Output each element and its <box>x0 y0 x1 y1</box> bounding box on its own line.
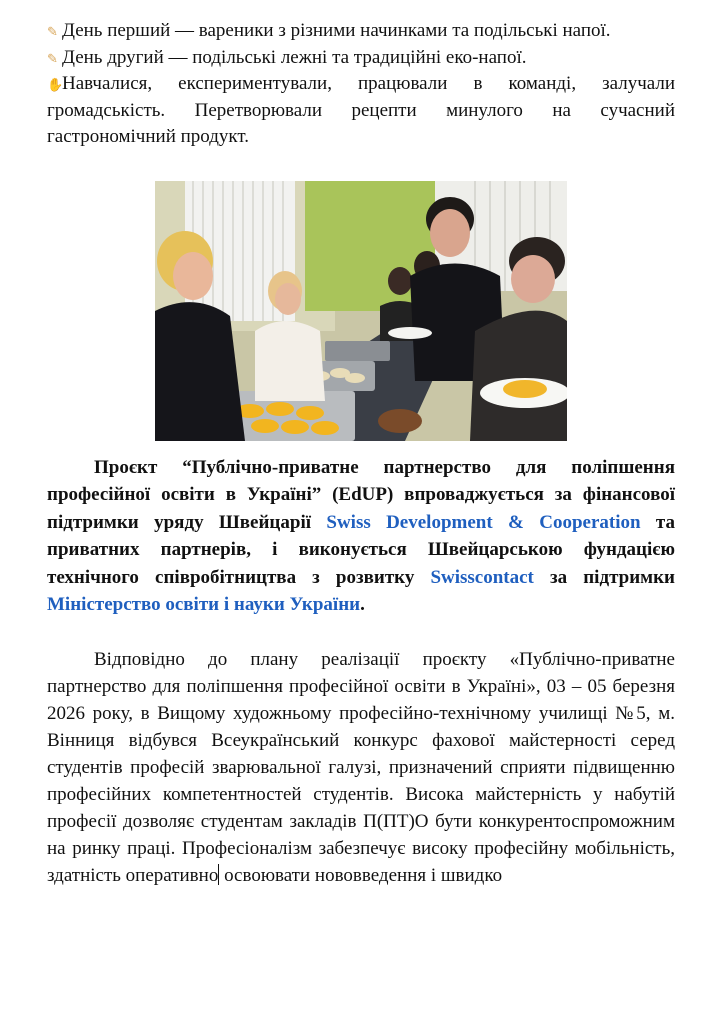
swisscontact-link[interactable]: Swisscontact <box>430 566 534 588</box>
bullet-day-one <box>47 18 675 45</box>
bullet-text: Навчалися, експериментували, працювали в команді, залучали громадськість. Перетворювали рецепти минулого на сучасний гастрономічний продукт. <box>47 73 675 147</box>
body-paragraph[interactable] <box>47 646 675 889</box>
cooking-class-photo <box>155 181 567 441</box>
pencil-icon: ✎ <box>47 50 58 66</box>
swiss-development-link[interactable]: Swiss Development & Cooperation <box>326 511 641 533</box>
bullet-day-two <box>47 45 675 72</box>
paragraph-text: Відповідно до плану реалізації проєкту «Публічно-приватне партнерство для поліпшення професійної освіти в Україні», 03 – 05 березня 2026 року, в Вищому художньому професійно-технічному училищі №5, м. Вінниця відбувся Всеукраїнський конкурс фахової майстерності серед студентів професій зварювальної галузі, призначений сприяти підвищенню професійних компетентностей студентів. Висока майстерність у набутій професії дозволяє студентам закладів П(ПТ)О бути конкурентоспроможним на ринку праці. Професіоналізм забезпечує високу професійну мобільність, здатність оперативно <box>47 648 675 886</box>
project-description <box>47 454 675 619</box>
project-text: за підтримки <box>533 566 675 588</box>
paragraph-text: освоювати нововведення і швидко <box>219 864 503 886</box>
ministry-link[interactable]: Міністерство освіти і науки України <box>47 594 361 615</box>
bullet-summary <box>47 71 675 151</box>
raised-hands-icon: ✋ <box>47 77 64 92</box>
project-text: Проєкт “Публічно-приватне партнерство для поліпшення професійної освіти в Україні” (EdUP) впроваджується за фінансової підтримки уряду Швейцарії <box>47 456 675 533</box>
document-page <box>47 18 675 889</box>
bullet-text: День перший — вареники з різними начинками та подільські напої. <box>62 20 611 41</box>
project-text: та приватних партнерів, і виконується Швейцарською фундацією технічного співробітництва з розвитку <box>47 511 675 588</box>
project-text: . <box>360 594 365 615</box>
pencil-icon: ✎ <box>47 24 58 39</box>
bullet-text: День другий — подільські лежні та традиційні еко-напої. <box>62 46 527 68</box>
photo-container <box>47 181 675 441</box>
